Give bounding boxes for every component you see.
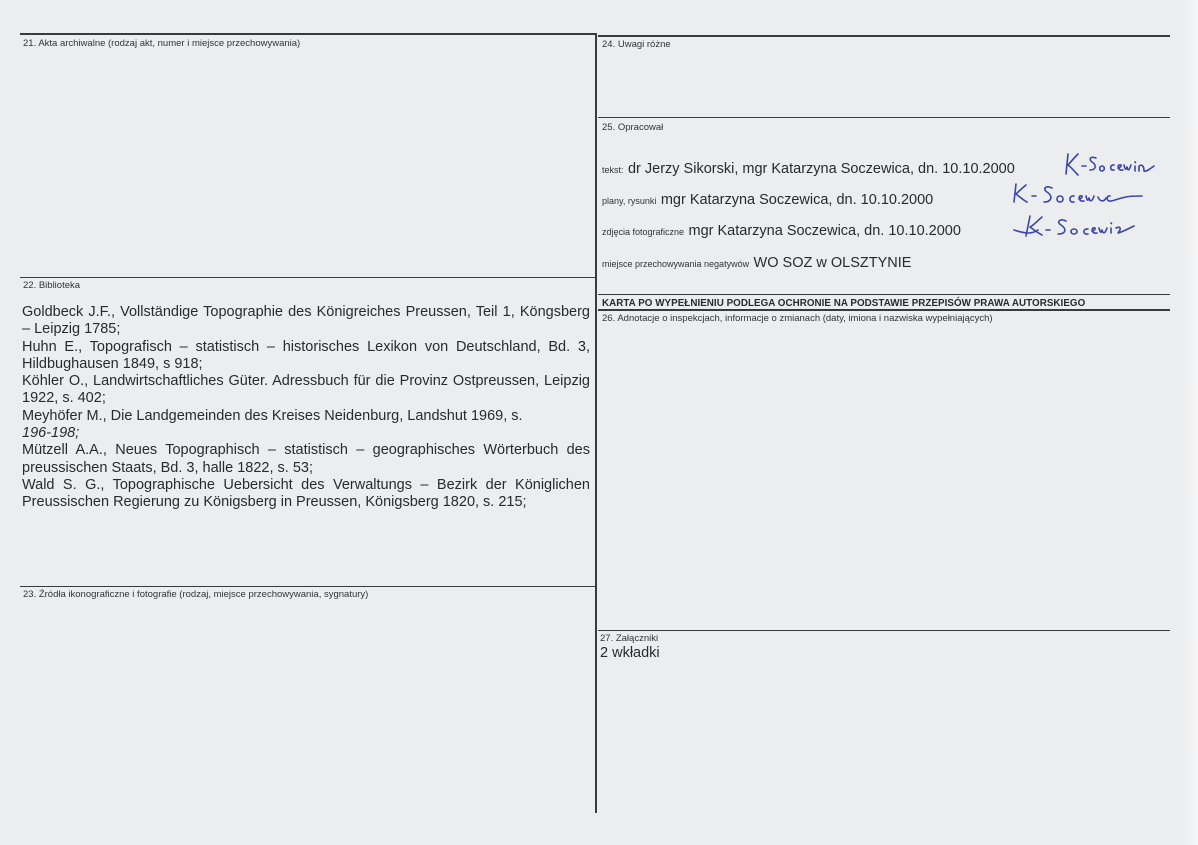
attachments-value: 2 wkładki xyxy=(600,645,660,661)
section-25-label: 25. Opracował xyxy=(602,122,664,133)
signature-3 xyxy=(1008,212,1158,242)
bibliography-entry: Wald S. G., Topographische Uebersicht des Verwaltungs – Bezirk der Königlichen Preussischen Regierung zu Königsberg in Preussen, Königsberg 1820, s. 215; xyxy=(22,476,590,511)
section-21-label: 21. Akta archiwalne (rodzaj akt, numer i miejsce przechowywania) xyxy=(23,38,301,49)
rule-notice-top xyxy=(598,294,1170,295)
bibliography-list xyxy=(22,304,590,512)
plans-author-value: mgr Katarzyna Soczewica, dn. 10.10.2000 xyxy=(660,192,934,208)
rule-27 xyxy=(598,630,1170,631)
rule-22 xyxy=(20,277,596,278)
copyright-notice: KARTA PO WYPEŁNIENIU PODLEGA OCHRONIE NA PODSTAWIE PRZEPISÓW PRAWA AUTORSKIEGO xyxy=(602,298,1086,309)
top-right-rule xyxy=(598,35,1170,37)
section-22-label: 22. Biblioteka xyxy=(23,280,81,291)
plans-author-line xyxy=(602,191,933,209)
signature-2 xyxy=(1008,180,1158,212)
paper-edge xyxy=(1184,0,1198,845)
bibliography-entry: Goldbeck J.F., Vollständige Topographie des Königreiches Preussen, Teil 1, Köngsberg – Leipzig 1785; xyxy=(22,304,590,338)
text-prefix: tekst: xyxy=(602,165,624,175)
bibliography-entry: Köhler O., Landwirtschaftliches Güter. Adressbuch für die Provinz Ostpreussen, Leipzig 1922, s. 402; xyxy=(22,373,590,407)
rule-25 xyxy=(598,117,1170,118)
negatives-value: WO SOZ w OLSZTYNIE xyxy=(753,255,912,271)
section-27-label: 27. Załączniki xyxy=(600,633,659,644)
top-left-rule xyxy=(20,33,596,35)
signature-1 xyxy=(1062,150,1162,180)
section-26-label: 26. Adnotacje o inspekcjach, informacje o zmianach (daty, imiona i nazwiska wypełniających) xyxy=(602,313,993,324)
bibliography-entry: Huhn E., Topografisch – statistisch – historisches Lexikon von Deutschland, Bd. 3, Hildbughausen 1849, s 918; xyxy=(22,338,590,372)
photos-author-line xyxy=(602,222,961,240)
negatives-prefix: miejsce przechowywania negatywów xyxy=(602,259,750,269)
plans-prefix: plany, rysunki xyxy=(602,196,657,206)
section-24-label: 24. Uwagi różne xyxy=(602,39,671,50)
text-author-value: dr Jerzy Sikorski, mgr Katarzyna Soczewica, dn. 10.10.2000 xyxy=(627,161,1015,177)
negatives-line xyxy=(602,254,911,272)
bibliography-entry xyxy=(22,408,590,443)
bibliography-entry-main: Meyhöfer M., Die Landgemeinden des Kreises Neidenburg, Landshut 1969, s. xyxy=(22,407,523,424)
bibliography-entry: Mützell A.A., Neues Topographisch – statistisch – geographisches Wörterbuch des preussischen Staats, Bd. 3, halle 1822, s. 53; xyxy=(22,442,590,476)
section-23-label: 23. Źródła ikonograficzne i fotografie (rodzaj, miejsce przechowywania, sygnatury) xyxy=(23,589,369,600)
photos-author-value: mgr Katarzyna Soczewica, dn. 10.10.2000 xyxy=(688,223,961,239)
center-divider xyxy=(595,33,597,813)
rule-26 xyxy=(598,309,1170,311)
photos-prefix: zdjęcia fotograficzne xyxy=(602,227,685,237)
rule-23 xyxy=(20,586,596,587)
text-author-line xyxy=(602,160,1015,178)
bibliography-entry-pages: 196-198; xyxy=(22,425,80,442)
